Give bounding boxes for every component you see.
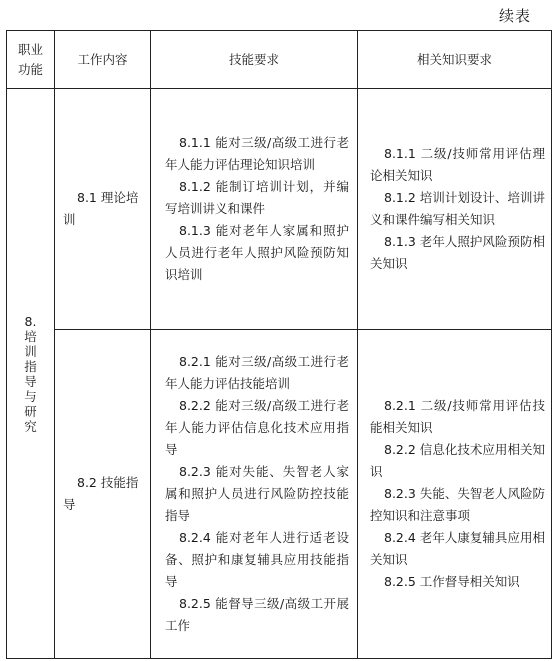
header-function-label: 职业功能 [17,41,43,77]
skill-item: 8.2.3 能对失能、失智老人家属和照护人员进行风险防控技能指导 [165,464,349,523]
table-row [7,89,552,330]
function-cell [7,89,55,659]
function-char: 训 [24,343,37,359]
table-header-row [7,31,552,89]
knowledge-item: 8.2.2 信息化技术应用相关知识 [370,442,545,479]
knowledge-item: 8.1.3 老年人照护风险预防相关知识 [370,234,545,271]
skill-item: 8.2.1 能对三级/高级工进行老年人能力评估技能培训 [165,354,349,391]
skill-item: 8.2.2 能对三级/高级工进行老年人能力评估信息化技术应用指导 [165,398,349,457]
skill-item: 8.2.4 能对老年人进行适老设备、照护和康复辅具应用技能指导 [165,530,349,589]
function-char: 导 [24,373,37,389]
knowledge-item: 8.1.1 二级/技师常用评估理论相关知识 [370,146,545,183]
skill-item: 8.1.1 能对三级/高级工进行老年人能力评估理论知识培训 [165,135,349,172]
function-char: 与 [24,388,37,404]
work-content-cell [55,89,151,330]
knowledge-item: 8.2.4 老年人康复辅具应用相关知识 [370,530,545,567]
skill-item: 8.1.3 能对老年人家属和照护人员进行老年人照护风险预防知识培训 [165,223,349,282]
continued-label: 续表 [498,7,531,25]
skills-cell [151,89,358,330]
header-knowledge: 相关知识要求 [358,31,552,89]
skills-cell [151,330,358,659]
function-label [24,314,37,434]
function-char: 究 [24,418,37,434]
knowledge-cell [358,89,552,330]
table-row [7,330,552,659]
knowledge-item: 8.2.1 二级/技师常用评估技能相关知识 [370,398,545,435]
header-function [7,31,55,89]
knowledge-item: 8.1.2 培训计划设计、培训讲义和课件编写相关知识 [370,190,545,227]
knowledge-cell [358,330,552,659]
knowledge-item: 8.2.3 失能、失智老人风险防控知识和注意事项 [370,486,545,523]
work-content-text: 8.2 技能指导 [63,475,139,512]
work-content-text: 8.1 理论培训 [63,190,139,227]
function-char: 培 [24,328,37,344]
knowledge-item: 8.2.5 工作督导相关知识 [384,574,520,589]
function-char: 指 [24,358,37,374]
function-number: 8. [24,313,37,329]
skill-item: 8.1.2 能制订培训计划，并编写培训讲义和课件 [165,179,349,216]
function-char: 研 [24,403,37,419]
skills-table [6,30,552,659]
header-work-content: 工作内容 [55,31,151,89]
skill-item: 8.2.5 能督导三级/高级工开展工作 [165,596,349,633]
header-skills: 技能要求 [151,31,358,89]
work-content-cell [55,330,151,659]
